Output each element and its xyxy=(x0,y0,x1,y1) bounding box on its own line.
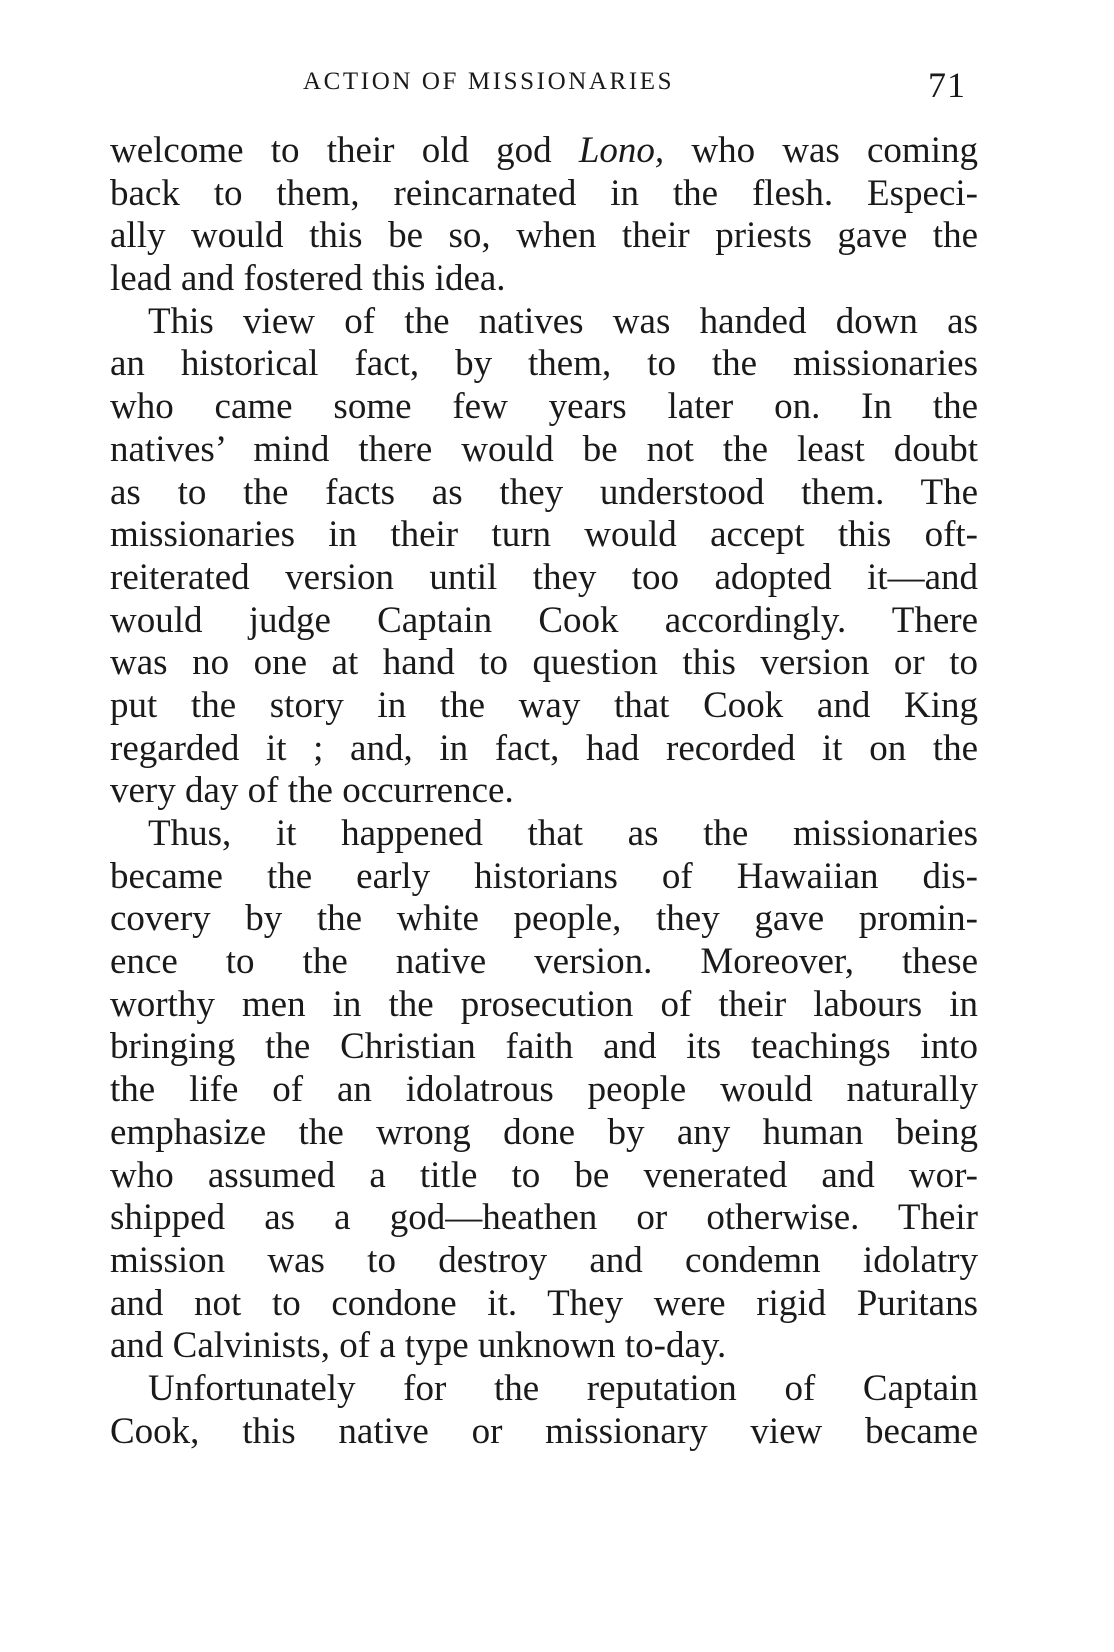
text-line: as to the facts as they understood them. The xyxy=(110,471,978,513)
text-line: back to them, reincarnated in the flesh. Especi- xyxy=(110,172,978,214)
text-line: the life of an idolatrous people would naturally xyxy=(110,1069,978,1111)
text-line: was no one at hand to question this version or to xyxy=(110,642,978,684)
text-line: Thus, it happened that as the missionaries xyxy=(148,813,978,854)
text-line: covery by the white people, they gave promin- xyxy=(110,898,978,940)
page-number: 71 xyxy=(928,65,966,105)
text-line: Cook, this native or missionary view became xyxy=(110,1410,978,1452)
text-line: mission was to destroy and condemn idolatry xyxy=(110,1239,978,1281)
text-line: natives’ mind there would be not the least doubt xyxy=(110,428,978,470)
text-line: bringing the Christian faith and its teachings into xyxy=(110,1026,978,1068)
text-line: ally would this be so, when their priests gave the xyxy=(110,215,978,257)
text-line: put the story in the way that Cook and King xyxy=(110,684,978,726)
text-line: This view of the natives was handed down as xyxy=(148,300,978,342)
text-line: and not to condone it. They were rigid Puritans xyxy=(110,1282,978,1324)
paragraph xyxy=(110,813,978,1368)
text-line: regarded it ; and, in fact, had recorded it on the xyxy=(110,727,978,769)
text-line: missionaries in their turn would accept this oft- xyxy=(110,514,978,556)
text-line: ence to the native version. Moreover, these xyxy=(110,941,978,983)
text-line: shipped as a god—heathen or otherwise. Their xyxy=(110,1197,978,1239)
emphasized-text: Lono, xyxy=(578,130,665,171)
running-header xyxy=(0,64,1114,112)
text-line: very day of the occurrence. xyxy=(110,770,514,812)
paragraph xyxy=(110,301,978,813)
text-line: worthy men in the prosecution of their labours in xyxy=(110,983,978,1025)
text-line: an historical fact, by them, to the missionaries xyxy=(110,343,978,385)
text-line: who assumed a title to be venerated and wor- xyxy=(110,1154,978,1196)
text-line: who came some few years later on. In the xyxy=(110,386,978,428)
text-line: and Calvinists, of a type unknown to-day. xyxy=(110,1325,727,1367)
text-line: would judge Captain Cook accordingly. There xyxy=(110,599,978,641)
text-line: reiterated version until they too adopted it—and xyxy=(110,556,978,598)
paragraph xyxy=(110,1368,978,1453)
text-line: Unfortunately for the reputation of Captain xyxy=(148,1367,978,1409)
body-text xyxy=(110,130,978,1453)
text-line: became the early historians of Hawaiian dis- xyxy=(110,855,978,897)
paragraph xyxy=(110,130,978,301)
running-head-title: ACTION OF MISSIONARIES xyxy=(303,68,675,95)
text-line: emphasize the wrong done by any human being xyxy=(110,1111,978,1153)
text-line: welcome to their old god Lono, who was coming xyxy=(110,130,978,171)
text-line: lead and fostered this idea. xyxy=(110,258,506,300)
